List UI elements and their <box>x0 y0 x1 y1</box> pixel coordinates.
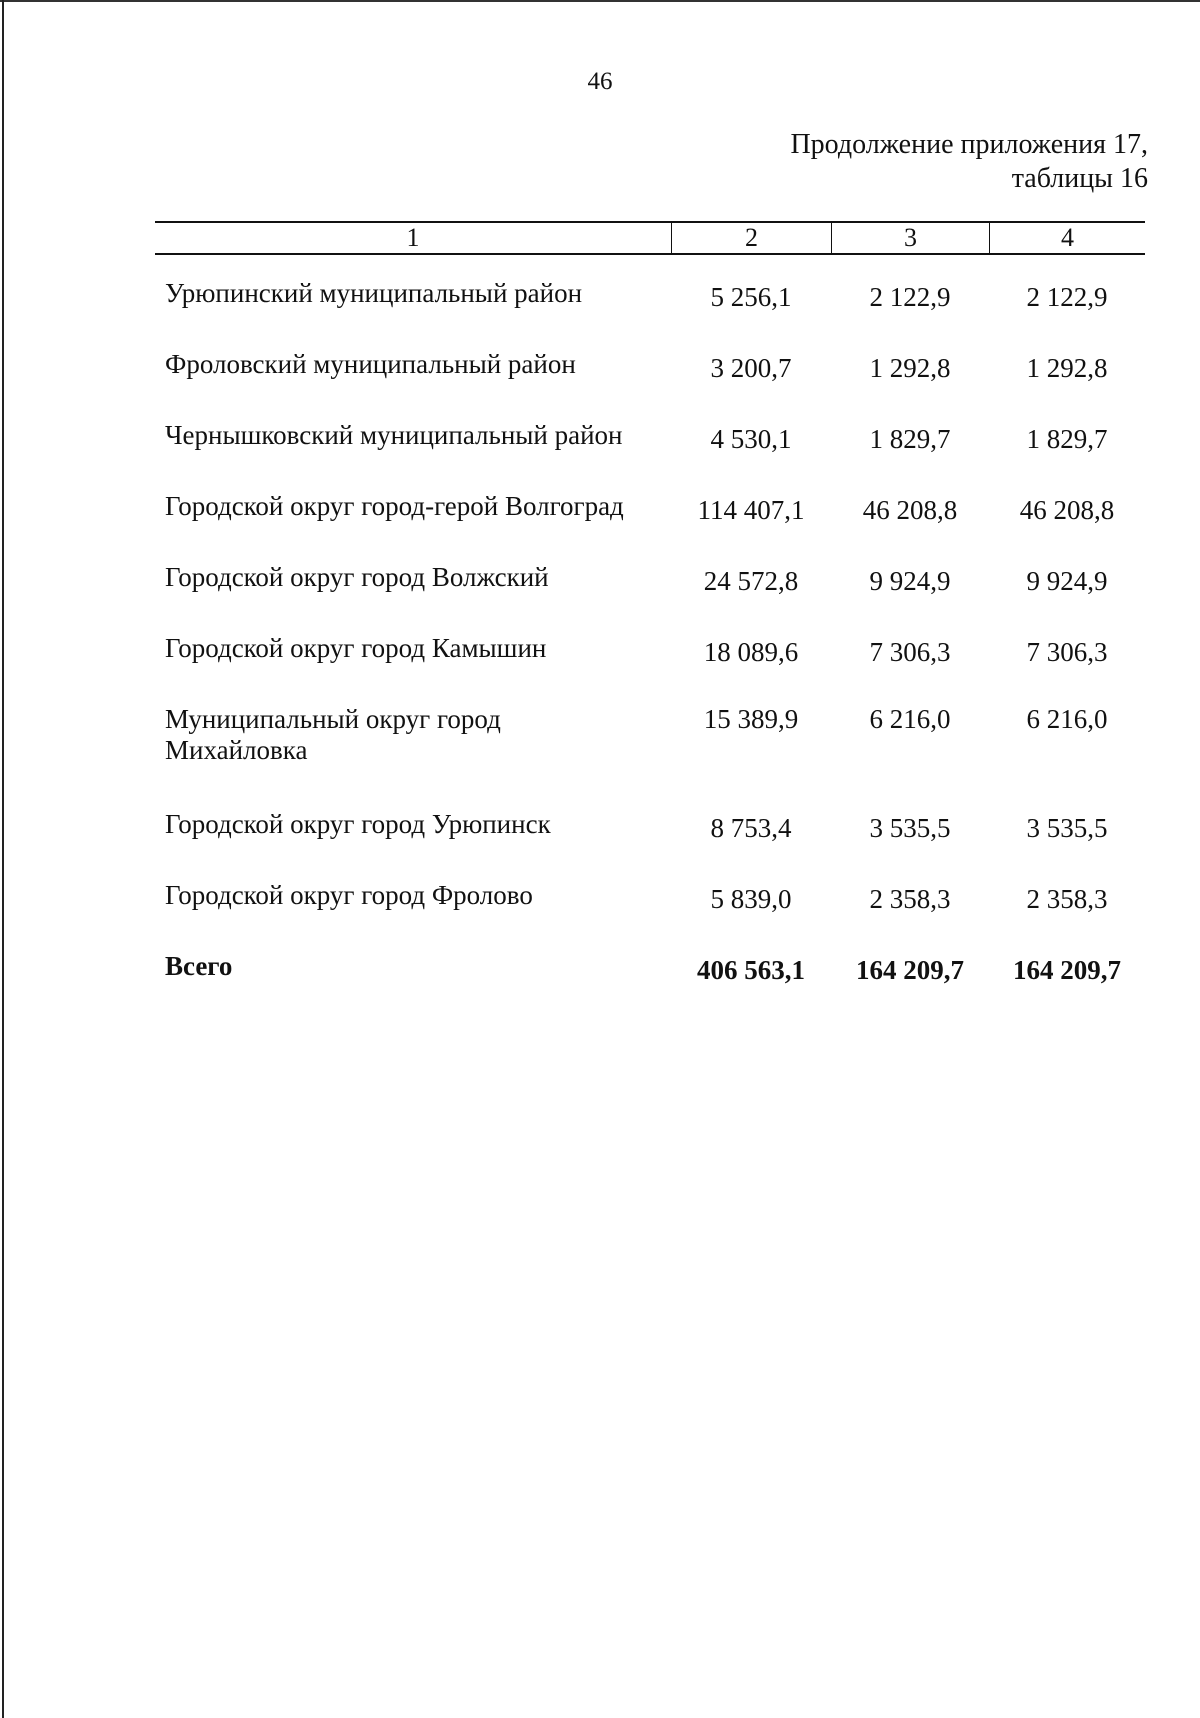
total-value-col-2: 406 563,1 <box>697 955 805 985</box>
row-value-col-2: 18 089,6 <box>703 637 799 667</box>
row-value-col-2: 4 530,1 <box>710 424 792 454</box>
row-value-col-3: 1 292,8 <box>869 353 951 383</box>
row-value-col-4: 7 306,3 <box>1026 637 1108 667</box>
row-value-col-4: 2 122,9 <box>1026 282 1108 312</box>
table-total-row <box>155 951 1145 1022</box>
row-value-col-2: 8 753,4 <box>710 813 792 843</box>
total-value-col-4: 164 209,7 <box>1013 955 1121 985</box>
row-value-col-3: 1 829,7 <box>869 424 951 454</box>
table-row <box>155 278 1145 349</box>
continuation-note <box>790 128 1148 196</box>
table-row <box>155 420 1145 491</box>
scan-edge-left <box>2 0 4 1718</box>
table-body <box>155 278 1145 1022</box>
row-value-col-4: 46 208,8 <box>1019 495 1115 525</box>
row-value-col-4: 1 292,8 <box>1026 353 1108 383</box>
row-name: Фроловский муниципальный район <box>165 349 576 379</box>
row-name: Городской округ город Волжский <box>165 562 549 592</box>
table-header-col-3: 3 <box>831 223 989 253</box>
page-number: 46 <box>587 68 613 95</box>
row-value-col-3: 9 924,9 <box>869 566 951 596</box>
table-row <box>155 633 1145 704</box>
table-row <box>155 562 1145 633</box>
row-value-col-4: 9 924,9 <box>1026 566 1108 596</box>
table-row <box>155 809 1145 880</box>
row-value-col-2: 24 572,8 <box>703 566 799 596</box>
row-value-col-2: 3 200,7 <box>710 353 792 383</box>
row-name: Городской округ город Фролово <box>165 880 533 910</box>
continuation-line-1: Продолжение приложения 17, <box>790 129 1148 160</box>
row-value-col-3: 46 208,8 <box>862 495 958 525</box>
row-name: Чернышковский муниципальный район <box>165 420 623 450</box>
continuation-line-2: таблицы 16 <box>1011 163 1148 194</box>
row-value-col-3: 7 306,3 <box>869 637 951 667</box>
row-value-col-4: 1 829,7 <box>1026 424 1108 454</box>
row-value-col-4: 2 358,3 <box>1026 884 1108 914</box>
row-value-col-4: 3 535,5 <box>1026 813 1108 843</box>
row-value-col-2: 5 839,0 <box>710 884 792 914</box>
row-name: Городской округ город Камышин <box>165 633 547 663</box>
total-label: Всего <box>165 951 233 981</box>
row-value-col-2: 5 256,1 <box>710 282 792 312</box>
table-row <box>155 880 1145 951</box>
row-value-col-3: 6 216,0 <box>869 704 951 734</box>
row-value-col-3: 2 358,3 <box>869 884 951 914</box>
total-value-col-3: 164 209,7 <box>856 955 964 985</box>
row-value-col-3: 2 122,9 <box>869 282 951 312</box>
row-value-col-2: 114 407,1 <box>697 495 805 525</box>
table-row <box>155 704 1145 809</box>
row-name: Городской округ город-герой Волгоград <box>165 491 624 521</box>
row-value-col-2: 15 389,9 <box>703 704 799 734</box>
table-header-row <box>155 221 1145 255</box>
row-value-col-3: 3 535,5 <box>869 813 951 843</box>
row-name: Муниципальный округ город Михайловка <box>165 704 501 765</box>
table-row <box>155 491 1145 562</box>
row-name: Урюпинский муниципальный район <box>165 278 583 308</box>
table-header-col-2: 2 <box>671 223 831 253</box>
table-row <box>155 349 1145 420</box>
table-header-col-4: 4 <box>989 223 1145 253</box>
scan-edge-top <box>0 0 1200 2</box>
table-header-col-1: 1 <box>406 223 420 252</box>
row-name: Городской округ город Урюпинск <box>165 809 551 839</box>
row-value-col-4: 6 216,0 <box>1026 704 1108 734</box>
